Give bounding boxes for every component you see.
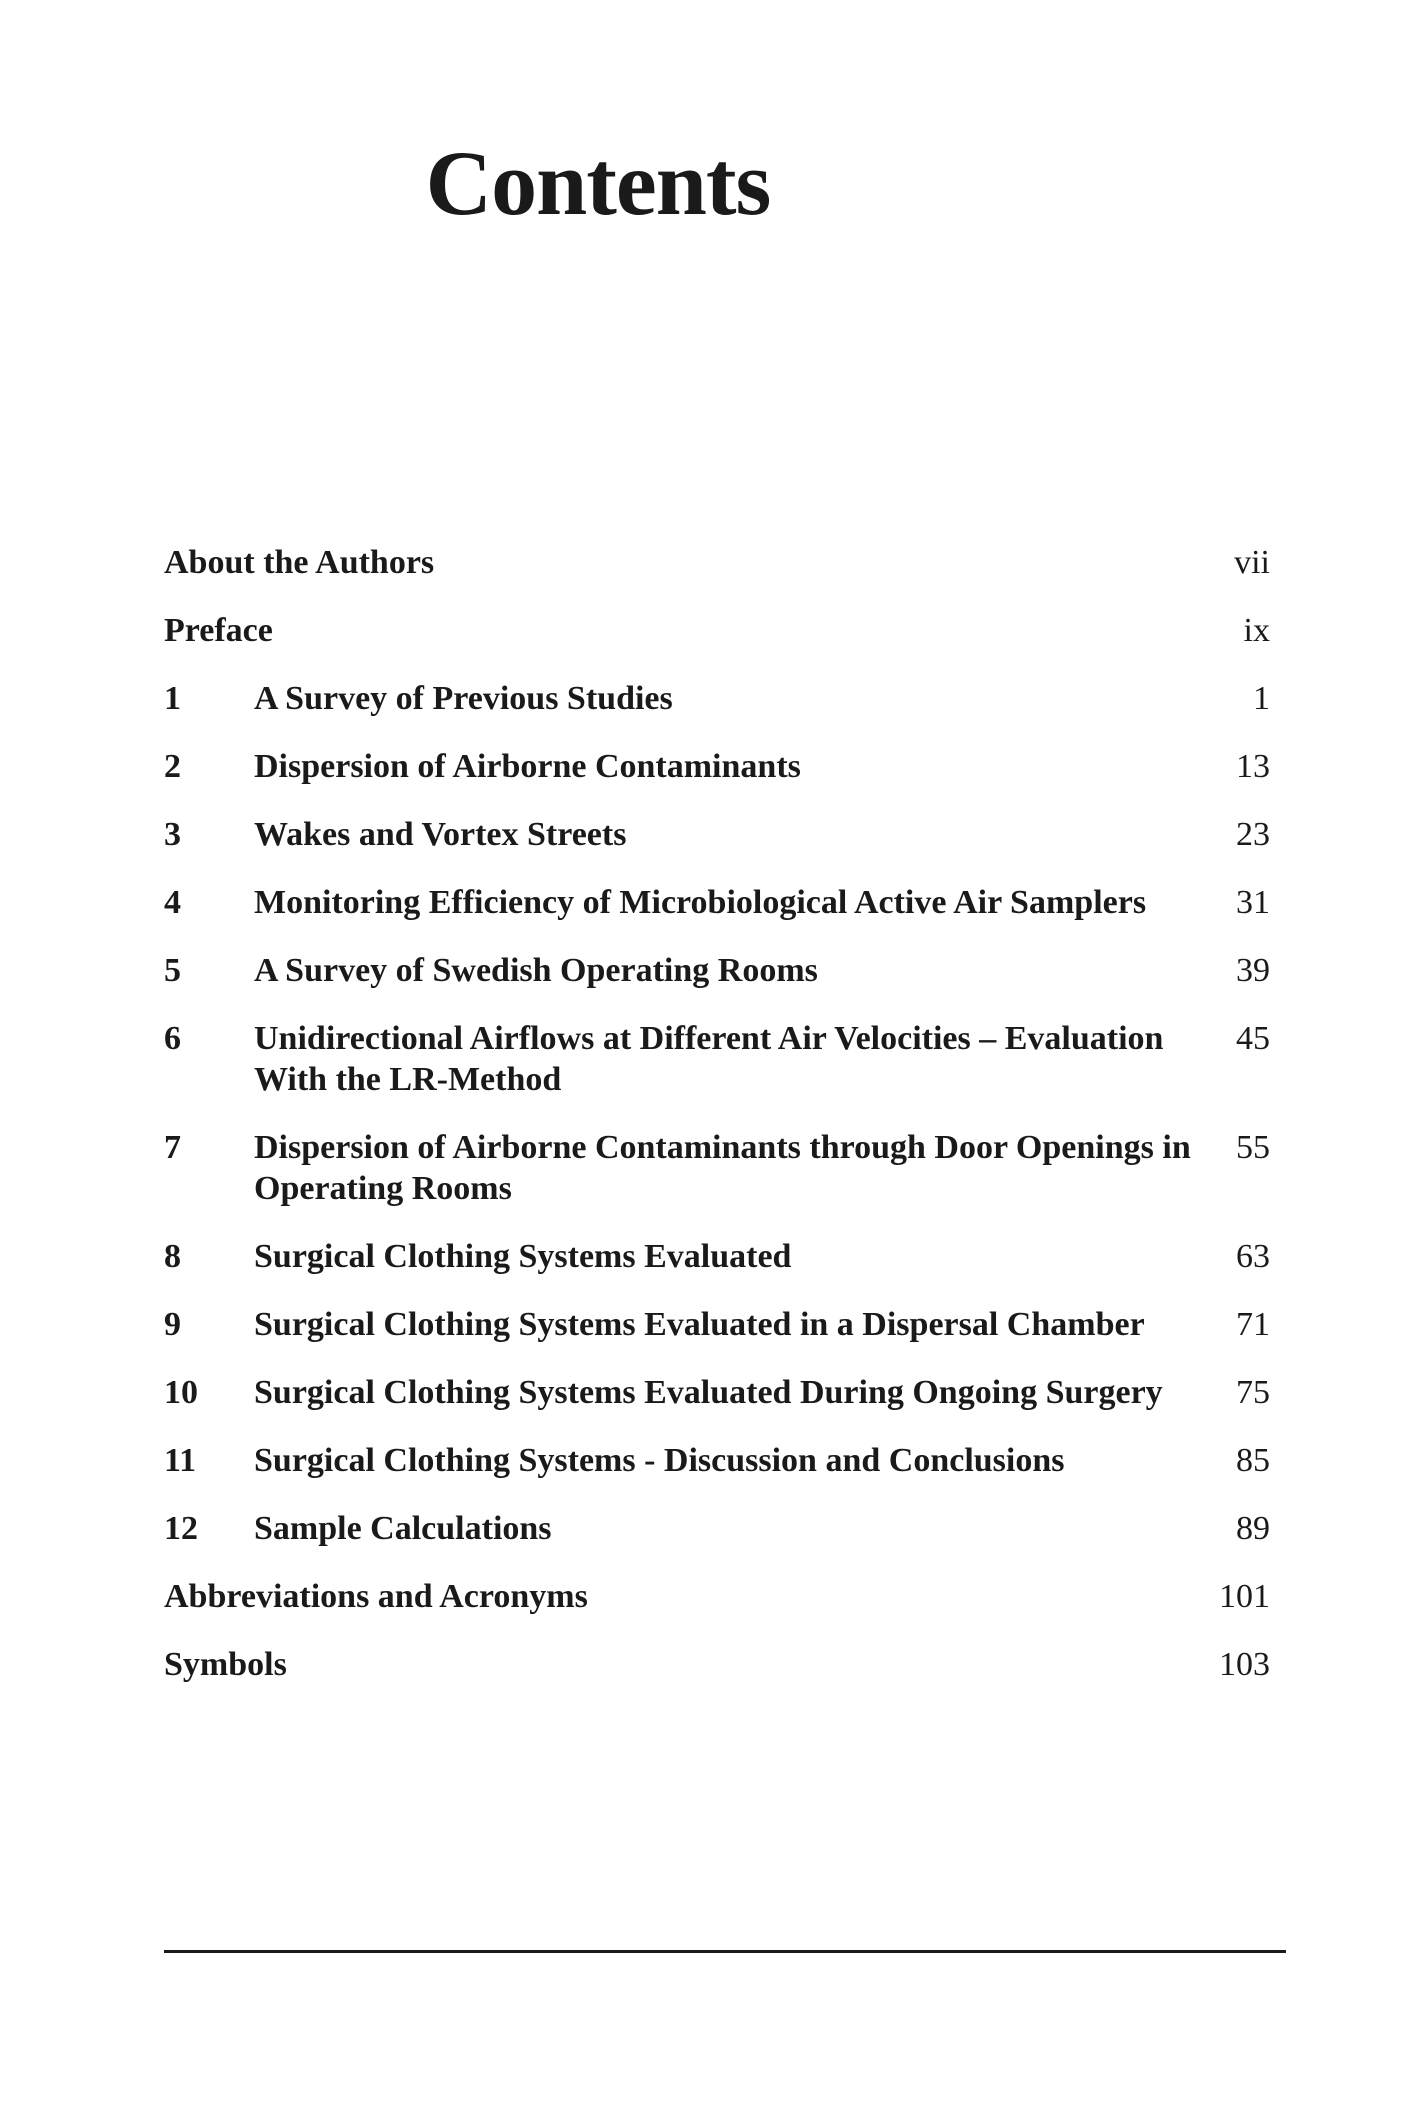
toc-entry-title: Surgical Clothing Systems - Discussion and Conclusions [254, 1442, 1065, 1479]
toc-chapter-number: 2 [164, 748, 181, 785]
toc-entry-chapter-6[interactable] [164, 1018, 1278, 1100]
toc-chapter-number: 6 [164, 1020, 181, 1057]
toc-entry-chapter-8[interactable] [164, 1236, 1278, 1277]
toc-entry-page: 39 [1236, 952, 1270, 989]
toc-chapter-number: 1 [164, 680, 181, 717]
toc-entry-chapter-9[interactable] [164, 1304, 1278, 1345]
toc-chapter-number: 10 [164, 1374, 198, 1411]
toc-entry-title: Sample Calculations [254, 1510, 552, 1547]
toc-entry-preface[interactable] [164, 610, 1278, 651]
footer-rule [164, 1950, 1286, 1953]
toc-entry-title: A Survey of Swedish Operating Rooms [254, 952, 818, 989]
toc-entry-title: About the Authors [164, 544, 435, 581]
toc-entry-chapter-3[interactable] [164, 814, 1278, 855]
toc-entry-title: Dispersion of Airborne Contaminants [254, 748, 801, 785]
toc-entry-title: Wakes and Vortex Streets [254, 816, 627, 853]
toc-entry-title: Surgical Clothing Systems Evaluated in a Dispersal Chamber [254, 1306, 1145, 1343]
table-of-contents [164, 542, 1278, 1712]
toc-entry-title: Preface [164, 612, 273, 649]
toc-entry-title: Monitoring Efficiency of Microbiological Active Air Samplers [254, 884, 1147, 921]
toc-entry-chapter-10[interactable] [164, 1372, 1278, 1413]
toc-entry-page: ix [1243, 612, 1270, 649]
toc-entry-page: 1 [1253, 680, 1270, 717]
toc-chapter-number: 7 [164, 1129, 181, 1166]
toc-entry-chapter-4[interactable] [164, 882, 1278, 923]
toc-entry-page: 23 [1236, 816, 1270, 853]
toc-entry-title: Unidirectional Airflows at Different Air Velocities – Evaluation With the LR-Method [254, 1020, 1164, 1098]
toc-entry-title: Surgical Clothing Systems Evaluated [254, 1238, 792, 1275]
toc-chapter-number: 12 [164, 1510, 198, 1547]
toc-entry-page: 31 [1236, 884, 1270, 921]
toc-entry-abbreviations[interactable] [164, 1576, 1278, 1617]
toc-entry-chapter-7[interactable] [164, 1127, 1278, 1209]
toc-entry-title: Symbols [164, 1646, 287, 1683]
toc-entry-page: 45 [1236, 1020, 1270, 1057]
toc-entry-page: vii [1234, 544, 1270, 581]
page-title: Contents [425, 132, 771, 234]
toc-entry-chapter-5[interactable] [164, 950, 1278, 991]
toc-chapter-number: 3 [164, 816, 181, 853]
toc-entry-page: 103 [1219, 1646, 1270, 1683]
toc-entry-chapter-11[interactable] [164, 1440, 1278, 1481]
toc-entry-symbols[interactable] [164, 1644, 1278, 1685]
toc-entry-page: 63 [1236, 1238, 1270, 1275]
toc-entry-title: A Survey of Previous Studies [254, 680, 673, 717]
toc-entry-page: 101 [1219, 1578, 1270, 1615]
toc-chapter-number: 8 [164, 1238, 181, 1275]
toc-entry-chapter-12[interactable] [164, 1508, 1278, 1549]
toc-entry-chapter-1[interactable] [164, 678, 1278, 719]
toc-entry-page: 55 [1236, 1129, 1270, 1166]
toc-entry-page: 13 [1236, 748, 1270, 785]
toc-entry-page: 71 [1236, 1306, 1270, 1343]
toc-entry-page: 85 [1236, 1442, 1270, 1479]
toc-entry-title: Abbreviations and Acronyms [164, 1578, 588, 1615]
toc-chapter-number: 4 [164, 884, 181, 921]
toc-entry-page: 89 [1236, 1510, 1270, 1547]
toc-entry-page: 75 [1236, 1374, 1270, 1411]
toc-entry-about-the-authors[interactable] [164, 542, 1278, 583]
toc-entry-title: Surgical Clothing Systems Evaluated During Ongoing Surgery [254, 1374, 1163, 1411]
toc-chapter-number: 11 [164, 1442, 197, 1479]
toc-chapter-number: 9 [164, 1306, 181, 1343]
toc-entry-title: Dispersion of Airborne Contaminants through Door Openings in Operating Rooms [254, 1129, 1191, 1207]
toc-chapter-number: 5 [164, 952, 181, 989]
toc-entry-chapter-2[interactable] [164, 746, 1278, 787]
